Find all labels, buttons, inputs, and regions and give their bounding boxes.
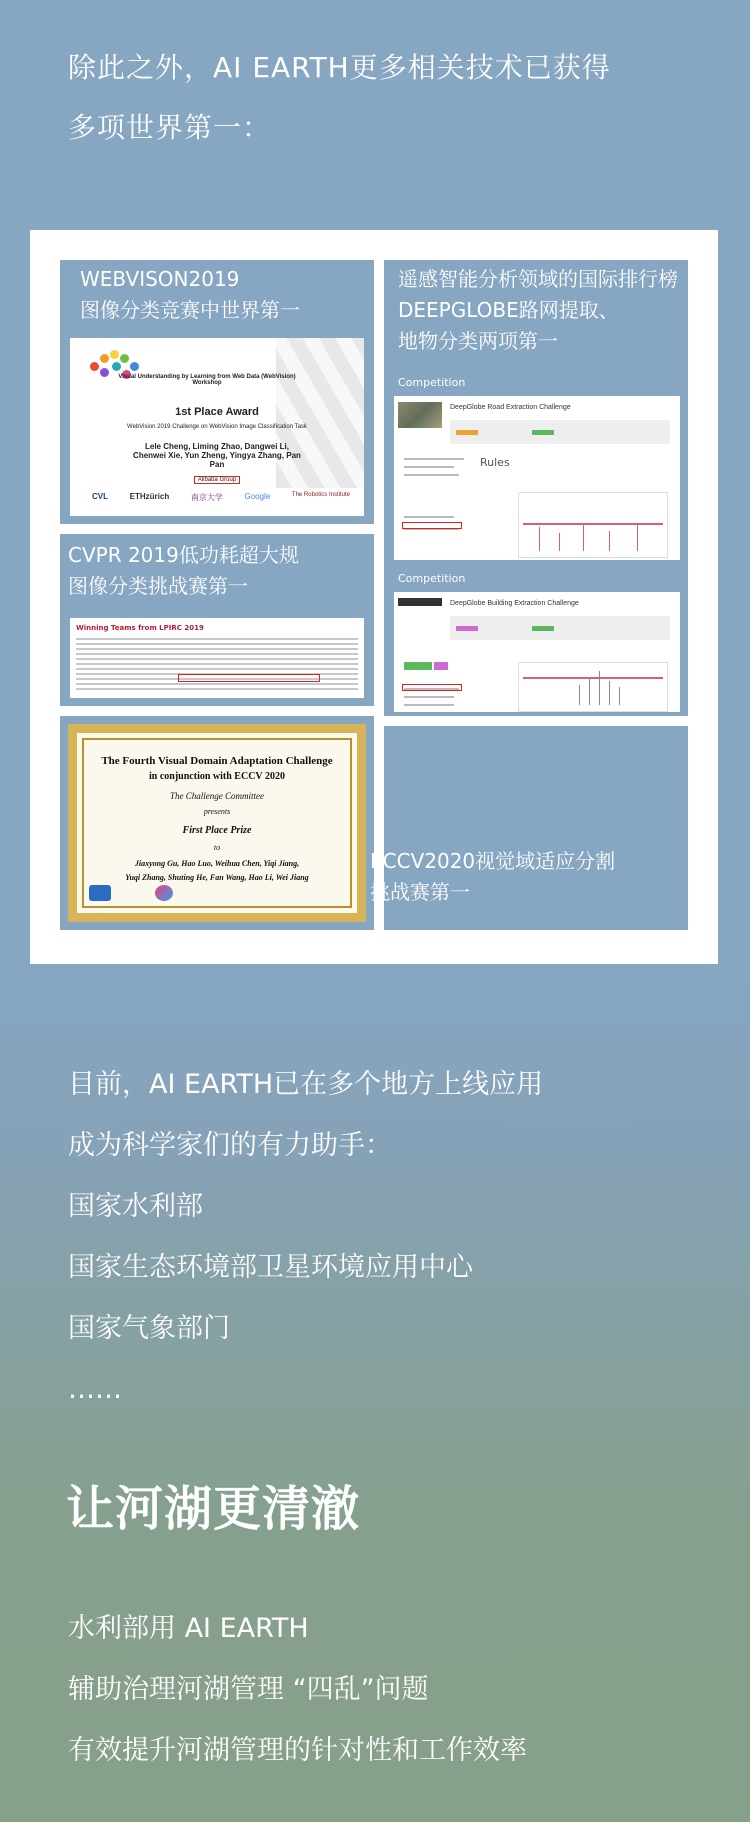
cvpr-tile (60, 534, 374, 706)
road-challenge-title: DeepGlobe Road Extraction Challenge (450, 404, 571, 411)
cvpr-doc-heading: Winning Teams from LPIRC 2019 (76, 624, 204, 632)
app-item: 国家气象部门 (68, 1313, 230, 1344)
leader-highlight (402, 684, 462, 691)
phase-pill (456, 430, 478, 435)
eccv-cert-line-2: in conjunction with ECCV 2020 (149, 771, 285, 782)
road-competition-screenshot (394, 374, 680, 560)
app-item: 国家水利部 (68, 1191, 203, 1222)
road-competition-label: Competition (398, 376, 466, 389)
building-score-chart (518, 662, 668, 712)
road-competition-card (394, 396, 680, 560)
eccv-cert-line-1: The Fourth Visual Domain Adaptation Challenge (101, 755, 333, 767)
deepglobe-title-1: 遥感智能分析领域的国际排行榜 (398, 267, 678, 291)
webvision-title-2: 图像分类竞赛中世界第一 (80, 298, 300, 322)
deepglobe-caption (398, 264, 678, 357)
building-competition-screenshot (394, 570, 680, 712)
eccv-cert-line-6: to (213, 843, 221, 852)
eccv-cert-line-7: Jiaxyong Gu, Hao Luo, Weihua Chen, Yiqi Jiang, (134, 859, 300, 868)
deepglobe-title-2: DEEPGLOBE路网提取、 (398, 298, 619, 322)
webvision-tile (60, 260, 374, 524)
intro-line-2: 多项世界第一： (68, 111, 272, 144)
logo-eth: ETHzürich (129, 492, 170, 501)
cert-award: 1st Place Award (175, 406, 259, 418)
logo-cvl: CVL (92, 492, 108, 501)
section-body (68, 1598, 708, 1781)
webvision-caption (80, 264, 300, 326)
building-competition-label: Competition (398, 572, 466, 585)
phase-pill (532, 430, 554, 435)
eccv-caption-2: 挑战赛第一 (370, 880, 470, 904)
phase-bar (450, 420, 670, 444)
eccv-cert-line-3: The Challenge Committee (170, 791, 264, 801)
apps-line-2: 成为科学家们的有力助手： (68, 1130, 392, 1161)
building-challenge-title: DeepGlobe Building Extraction Challenge (450, 600, 579, 607)
building-competition-card (394, 592, 680, 712)
logo-google: Google (244, 492, 271, 501)
logo-robotics: The Robotics Institute (291, 492, 350, 498)
phase-pill (532, 626, 554, 631)
achievements-panel (30, 230, 718, 964)
deepglobe-title-3: 地物分类两项第一 (398, 329, 558, 353)
apps-ellipsis: …… (68, 1374, 122, 1405)
cvpr-document-image (70, 618, 364, 698)
road-score-chart (518, 492, 668, 558)
download-button[interactable] (404, 662, 432, 670)
webvision-title-1: WEBVISON2019 (80, 267, 240, 291)
intro-line-1: 除此之外，AI EARTH更多相关技术已获得 (68, 51, 611, 84)
cvpr-title-1: CVPR 2019低功耗超大规 (68, 543, 299, 567)
satellite-thumbnail (398, 402, 442, 428)
cvpr-title-2: 图像分类挑战赛第一 (68, 574, 248, 598)
webvision-certificate-image (70, 338, 364, 516)
eccv-certificate-tile (60, 716, 374, 930)
satellite-thumbnail (398, 598, 442, 606)
filter-button[interactable] (434, 662, 448, 670)
cert-task: WebVision 2019 Challenge on WebVision Image Classification Task (127, 424, 307, 430)
applications-text (68, 1054, 708, 1420)
section-line-2: 辅助治理河湖管理 “四乱”问题 (68, 1674, 429, 1705)
cert-workshop: Visual Understanding by Learning from Web Data (WebVision) Workshop (118, 374, 296, 386)
section-line-1: 水利部用 AI EARTH (68, 1613, 309, 1644)
leader-highlight (402, 522, 462, 529)
road-rules-label: Rules (480, 456, 510, 469)
eccv-certificate-image (68, 724, 366, 922)
visda-logo-icon (89, 885, 111, 901)
eccv-cert-line-5: First Place Prize (182, 825, 252, 836)
section-heading: 让河湖更清澈 (66, 1481, 361, 1537)
intro-text (68, 38, 708, 158)
cert-team-wrap (70, 468, 364, 486)
logo-nju: 南京大学 (190, 493, 223, 502)
phase-pill (456, 626, 478, 631)
tencent-logo-icon (155, 885, 173, 901)
cert-team: Alibaba Group (194, 476, 240, 484)
eccv-cert-line-4: presents (203, 807, 231, 816)
eccv-caption-1: ECCV2020视觉域适应分割 (370, 849, 616, 873)
deepglobe-tile (384, 260, 688, 716)
cvpr-caption (68, 540, 299, 602)
eccv-caption (370, 846, 615, 908)
section-line-3: 有效提升河湖管理的针对性和工作效率 (68, 1735, 527, 1766)
cert-names: Lele Cheng, Liming Zhao, Dangwei Li, Chenwei Xie, Yun Zheng, Yingya Zhang, Pan Pan (133, 442, 301, 469)
sponsor-logos (92, 492, 350, 506)
eccv-cert-line-8: Yuqi Zhang, Shuting He, Fan Wang, Hao Li, Wei Jiang (125, 873, 309, 882)
apps-line-1: 目前，AI EARTH已在多个地方上线应用 (68, 1069, 544, 1100)
phase-bar (450, 616, 670, 640)
cvpr-highlight-box (178, 674, 320, 682)
app-item: 国家生态环境部卫星环境应用中心 (68, 1252, 473, 1283)
